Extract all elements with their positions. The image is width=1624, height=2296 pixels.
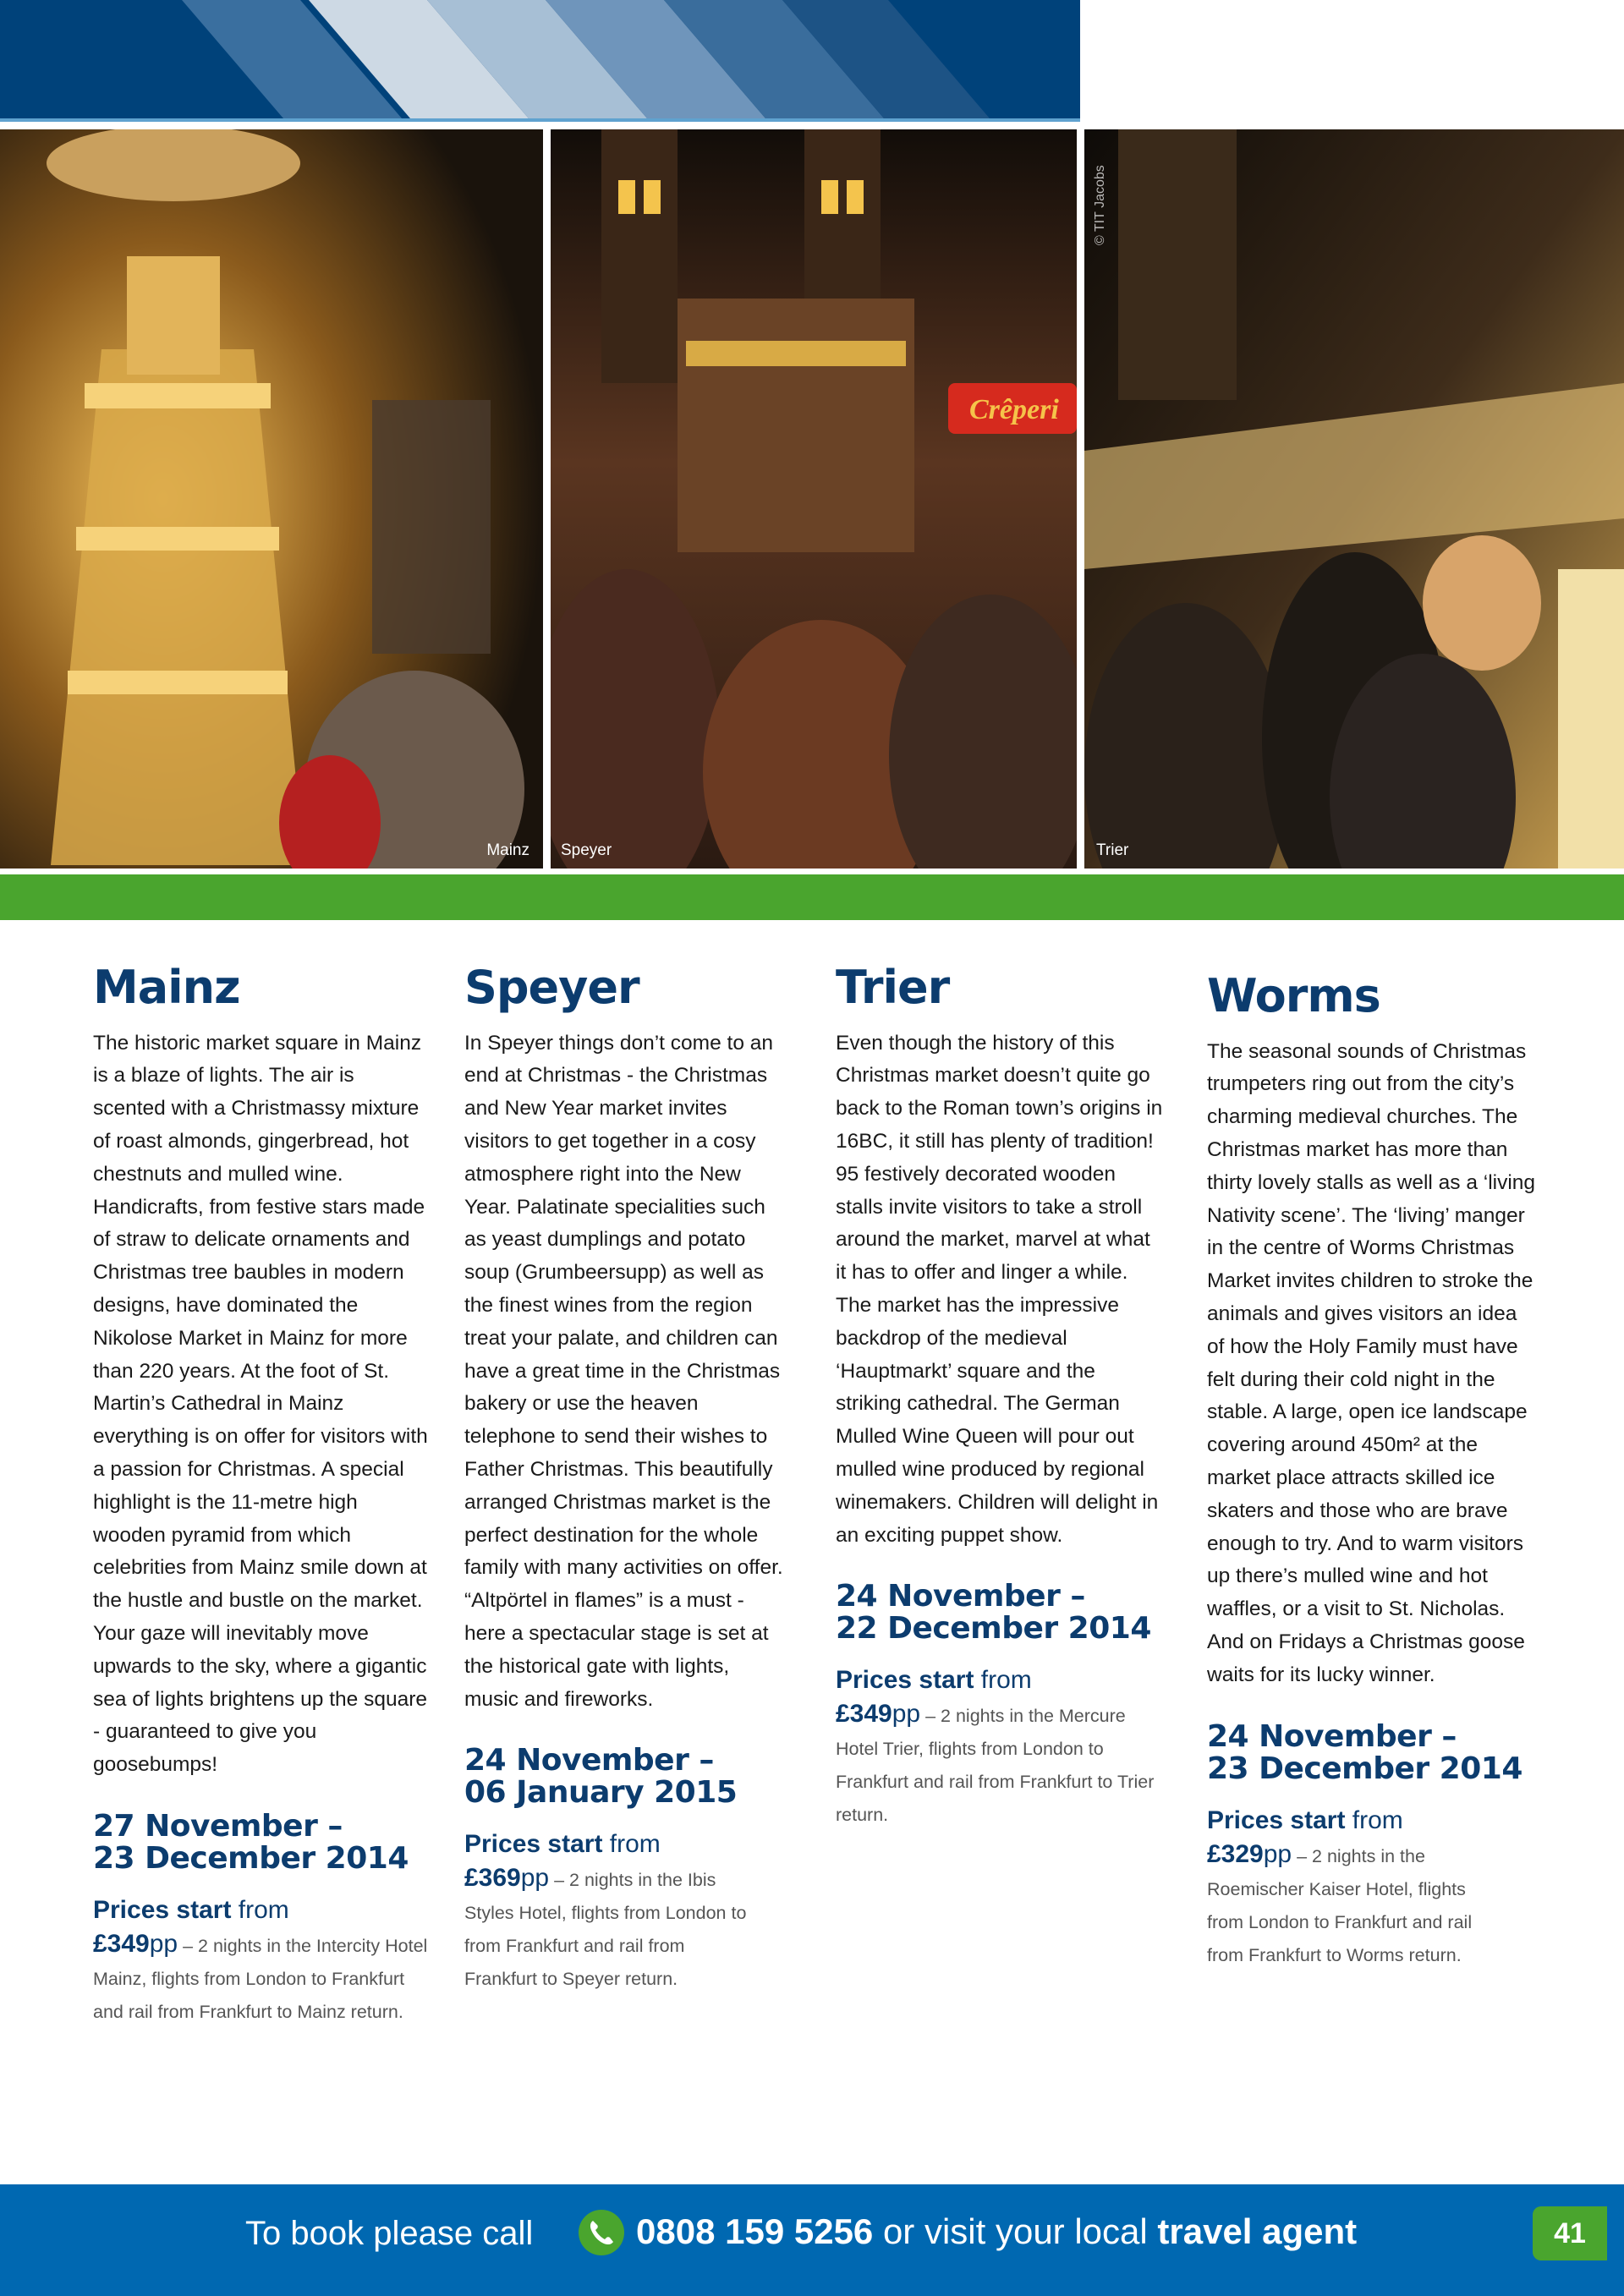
price-heading (93, 1893, 431, 1927)
market-dates (93, 1811, 431, 1875)
price-pp: pp (149, 1930, 178, 1959)
footer-contact (636, 2211, 1357, 2252)
dates-end: 23 December 2014 (1207, 1751, 1522, 1786)
column-worms (1207, 969, 1537, 1972)
column-mainz (93, 961, 431, 2029)
photo-mainz (0, 129, 543, 869)
dates-start: 24 November – (464, 1743, 714, 1778)
column-title: Mainz (93, 961, 240, 1014)
price-pp: pp (892, 1700, 921, 1729)
column-speyer (464, 961, 786, 1996)
column-body: In Speyer things don’t come to an end at Christmas - the Christmas and New Year market invites visitors to get together in a cosy atmosphere right into the New Year. Palatinate specialities such as yeast dumplings and potato soup (Grumbeersupp) as well as the finest wines from the region treat your palate, and children can have a great time in the Christmas bakery or use the heaven telephone to send their wishes to Father Christmas. This beautifully arranged Christmas market is the perfect destination for the whole family with many activities on offer. “Altpörtel in flames” is a must - here a spectacular stage is set at the historical gate with lights, music and fireworks. (464, 1031, 783, 1711)
dates-end: 06 January 2015 (464, 1775, 738, 1811)
green-band (0, 874, 1624, 920)
creperie-sign: Crêperi (969, 394, 1059, 425)
price-description: – 2 nights in the Intercity Hotel Mainz, flights from London to Frankfurt and rail from Frankfurt to Mainz return. (93, 1936, 428, 2023)
dates-end: 23 December 2014 (93, 1841, 409, 1877)
column-title: Trier (836, 961, 950, 1014)
price-label: Prices start (93, 1896, 232, 1925)
mainz-pyramid-image (0, 129, 543, 869)
price-from: from (609, 1830, 661, 1859)
price-from: from (238, 1896, 289, 1925)
market-dates (1207, 1718, 1537, 1786)
phone-icon (579, 2210, 624, 2255)
price-label: Prices start (464, 1830, 603, 1859)
column-body: The seasonal sounds of Christmas trumpeters ring out from the city’s charming medieval churches. The Christmas market has more than thirty lovely stalls as well as a ‘living Nativity scene’. The ‘living’ manger in the centre of Worms Christmas Market invites children to stroke the animals and gives visitors an idea of how the Holy Family must have felt during their cold night in the stable. A large, open ice landscape covering around 450m² at the market place attracts skilled ice skaters and those who are brave enough to try. And to warm visitors up there’s mulled wine and hot waffles, or a visit to St. Nicholas. And on Fridays a Christmas goose waits for its lucky winner. (1207, 1039, 1536, 1686)
price-pp: pp (520, 1864, 550, 1893)
price-description: – 2 nights in the Roemischer Kaiser Hotel, flights from London to Frankfurt and rail from Frankfurt to Worms return. (1207, 1845, 1473, 1965)
column-body: Even though the history of this Christmas market doesn’t quite go back to the Roman town’s origins in 16BC, it still has plenty of tradition! 95 festively decorated wooden stalls invite visitors to take a stroll around the market, marvel at what it has to offer and linger a while. The market has the impressive backdrop of the medieval ‘Hauptmarkt’ square and the striking cathedral. The German Mulled Wine Queen will pour out mulled wine produced by regional winemakers. Children will delight in an exciting puppet show. (836, 1031, 1163, 1547)
price-amount: £349 (93, 1930, 150, 1959)
column-trier (836, 961, 1166, 1832)
market-dates (464, 1745, 786, 1809)
price-heading (1207, 1804, 1537, 1838)
price-pp: pp (1263, 1839, 1292, 1868)
price-amount: £329 (1207, 1839, 1264, 1868)
price-detail (93, 1927, 431, 2029)
header-band (0, 0, 1080, 118)
header-stripes (0, 0, 1080, 118)
price-from: from (1352, 1806, 1403, 1834)
footer-bar (0, 2184, 1624, 2296)
header-rule (0, 118, 1080, 122)
phone-number[interactable]: 0808 159 5256 (636, 2211, 874, 2251)
market-dates (836, 1581, 1166, 1645)
column-title: Speyer (464, 961, 639, 1014)
price-description: – 2 nights in the Ibis Styles Hotel, flights from London to from Frankfurt and rail from Frankfurt to Speyer return. (464, 1870, 747, 1990)
price-label: Prices start (836, 1666, 974, 1695)
price-heading (836, 1663, 1166, 1697)
price-from: from (980, 1666, 1032, 1695)
page-number: 41 (1533, 2206, 1607, 2260)
dates-start: 27 November – (93, 1809, 343, 1844)
photo-credit: © TIT Jacobs (1093, 165, 1107, 245)
speyer-market-image (551, 129, 1077, 869)
footer-lead: To book please call (245, 2215, 534, 2252)
trier-market-image (1084, 129, 1624, 869)
column-title: Worms (1207, 969, 1380, 1022)
dates-end: 22 December 2014 (836, 1611, 1151, 1647)
photo-caption-speyer: Speyer (561, 841, 612, 859)
travel-agent: travel agent (1157, 2211, 1358, 2251)
price-detail (464, 1861, 752, 1996)
photo-trier (1084, 129, 1624, 869)
photo-speyer (551, 129, 1077, 869)
price-label: Prices start (1207, 1806, 1346, 1834)
price-amount: £349 (836, 1700, 892, 1729)
price-detail (1207, 1838, 1495, 1972)
price-amount: £369 (464, 1864, 521, 1893)
footer-middle: or visit your local (882, 2211, 1148, 2251)
photo-caption-trier: Trier (1096, 841, 1129, 859)
price-detail (836, 1697, 1157, 1832)
dates-start: 24 November – (1207, 1718, 1457, 1754)
price-description: – 2 nights in the Mercure Hotel Trier, flights from London to Frankfurt and rail from Frankfurt to Trier return. (836, 1706, 1155, 1826)
dates-start: 24 November – (836, 1579, 1085, 1614)
price-heading (464, 1827, 786, 1861)
column-body: The historic market square in Mainz is a blaze of lights. The air is scented with a Christmassy mixture of roast almonds, gingerbread, hot chestnuts and mulled wine. Handicrafts, from festive stars made of straw to delicate ornaments and Christmas tree baubles in modern designs, have dominated the Nikolose Market in Mainz for more than 220 years. At the foot of St. Martin’s Cathedral in Mainz everything is on offer for visitors with a passion for Christmas. A special highlight is the 11-metre high wooden pyramid from which celebrities from Mainz smile down at the hustle and bustle on the market. Your gaze will inevitably move upwards to the sky, where a gigantic sea of lights brightens up the square - guaranteed to give you goosebumps! (93, 1031, 428, 1777)
photo-caption-mainz: Mainz (486, 841, 529, 859)
